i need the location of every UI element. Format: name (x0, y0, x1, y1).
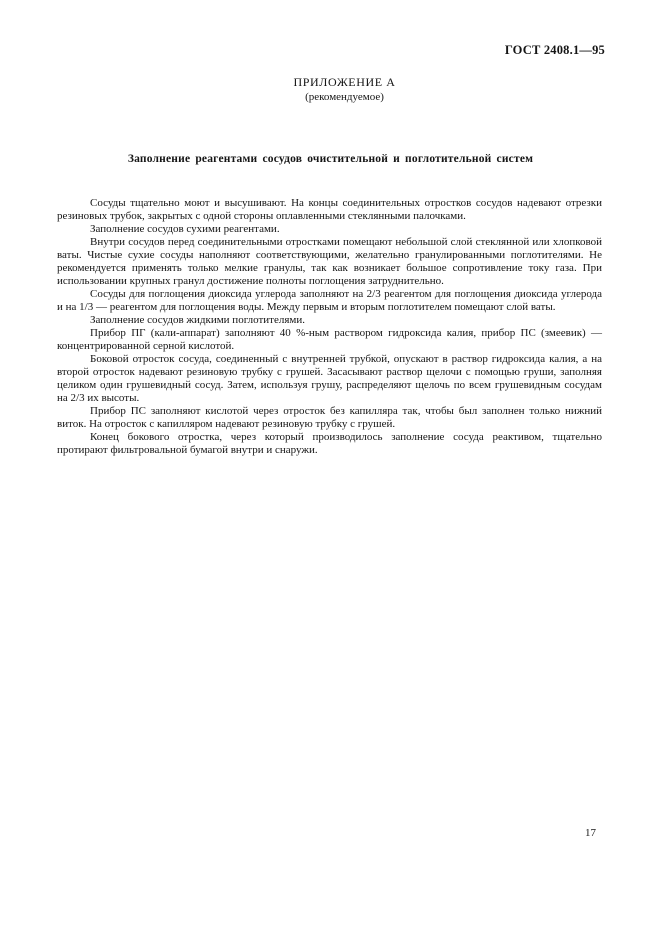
paragraph-5: Заполнение сосудов жидкими поглотителями. (90, 314, 306, 326)
paragraph-8: Прибор ПС заполняют кислотой через отросток без капилляра так, чтобы был заполнен только нижний виток. На отросток с капилляром надевают резиновую трубку с грушей. (57, 405, 602, 430)
paragraph-2: Заполнение сосудов сухими реагентами. (90, 223, 280, 235)
standard-code: ГОСТ 2408.1—95 (504, 43, 605, 57)
paragraph-1: Сосуды тщательно моют и высушивают. На концы соединительных отростков сосудов надевают отрезки резиновых трубок, закрытых с одной стороны оплавленными стеклянными палочками. (57, 197, 602, 222)
document-title: Заполнение реагентами сосудов очистительной и поглотительной систем (127, 153, 534, 165)
paragraph-9: Конец бокового отростка, через который производилось заполнение сосуда реактивом, тщательно протирают фильтровальной бумагой внутри и снаружи. (57, 431, 602, 456)
paragraph-4: Сосуды для поглощения диоксида углерода заполняют на 2/3 реагентом для поглощения диоксида углерода и на 1/3 — реагентом для поглощения воды. Между первым и вторым поглотителем помещают слой ваты. (57, 288, 602, 313)
paragraph-6: Прибор ПГ (кали-аппарат) заполняют 40 %-ным раствором гидроксида калия, прибор ПС (змеевик) — концентрированной серной кислотой. (57, 327, 602, 352)
appendix-note: (рекомендуемое) (305, 91, 384, 103)
appendix-label: ПРИЛОЖЕНИЕ А (293, 75, 396, 89)
paragraph-7: Боковой отросток сосуда, соединенный с внутренней трубкой, опускают в раствор гидроксида калия, а на второй отросток надевают резиновую трубку с грушей. Засасывают раствор щелочи с помощью груши, заполняя целиком один грушевидный сосуд. Затем, используя грушу, распределяют щелочь по всем грушевидным сосудам на 2/3 их высоты. (57, 353, 602, 404)
appendix-heading (14, 75, 661, 103)
document-body (57, 197, 602, 457)
paragraph-3: Внутри сосудов перед соединительными отростками помещают небольшой слой стеклянной или хлопковой ваты. Чистые сухие сосуды наполняют соответствующими, желательно гранулированными поглотителями. Не рекомендуется применять только мелкие гранулы, так как возникает большое сопротивление току газа. При использовании крупных гранул достижение полноты поглощения затруднительно. (57, 236, 602, 287)
page-number: 17 (585, 827, 596, 839)
